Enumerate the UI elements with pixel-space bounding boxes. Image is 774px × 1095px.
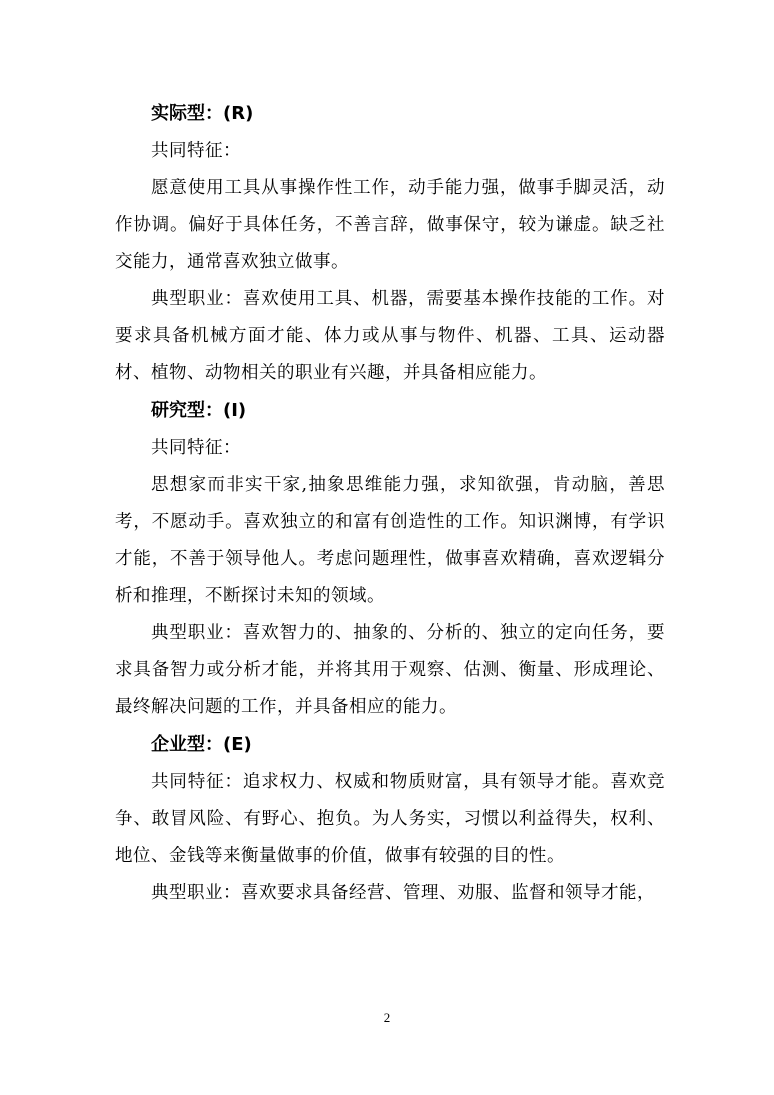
paragraph: 典型职业：喜欢要求具备经营、管理、劝服、监督和领导才能，	[151, 883, 655, 903]
page-content	[115, 95, 665, 912]
paragraph: 思想家而非实干家,抽象思维能力强，求知欲强，肯动脑，善思考，不愿动手。喜欢独立的和富有创造性的工作。知识渊博，有学识才能，不善于领导他人。考虑问题理性，做事喜欢精确，喜欢逻辑分析和推理，不断探讨未知的领域。	[115, 475, 665, 606]
section-heading-realistic: 实际型：(R)	[151, 103, 254, 124]
paragraph: 共同特征：追求权力、权威和物质财富，具有领导才能。喜欢竞争、敢冒风险、有野心、抱负。为人务实，习惯以利益得失，权利、地位、金钱等来衡量做事的价值，做事有较强的目的性。	[115, 772, 665, 866]
paragraph: 共同特征：	[151, 438, 241, 458]
paragraph: 典型职业：喜欢使用工具、机器，需要基本操作技能的工作。对要求具备机械方面才能、体力或从事与物件、机器、工具、运动器材、植物、动物相关的职业有兴趣，并具备相应能力。	[115, 289, 665, 383]
section-heading-enterprising: 企业型：(E)	[151, 734, 252, 755]
paragraph: 典型职业：喜欢智力的、抽象的、分析的、独立的定向任务，要求具备智力或分析才能，并将其用于观察、估测、衡量、形成理论、最终解决问题的工作，并具备相应的能力。	[115, 623, 665, 717]
page-number: 2	[383, 1010, 391, 1025]
paragraph: 共同特征：	[151, 141, 241, 161]
section-heading-investigative: 研究型：(I)	[151, 400, 247, 421]
paragraph: 愿意使用工具从事操作性工作，动手能力强，做事手脚灵活，动作协调。偏好于具体任务，不善言辞，做事保守，较为谦虚。缺乏社交能力，通常喜欢独立做事。	[115, 178, 665, 272]
